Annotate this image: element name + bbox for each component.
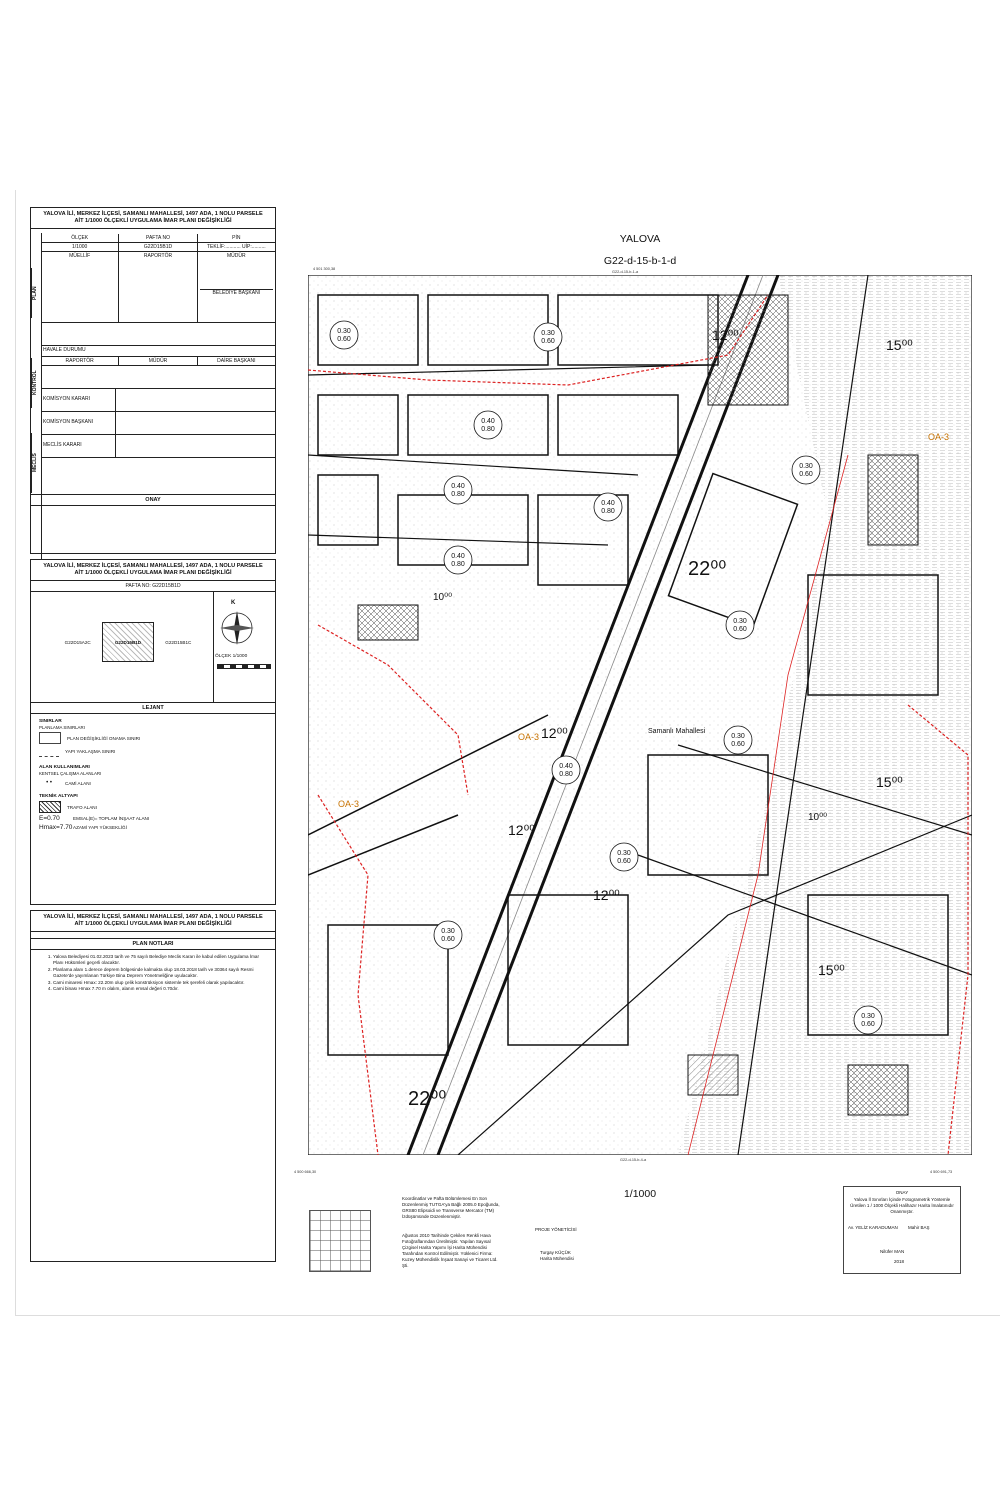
svg-text:0.60: 0.60 [617, 858, 631, 865]
col-muellif: MÜELLİF [41, 252, 119, 322]
svg-text:10⁰⁰: 10⁰⁰ [433, 592, 453, 603]
plan-boundary-swatch [39, 732, 61, 744]
val-pafta: G22D15B1D [119, 243, 197, 251]
svg-text:0.60: 0.60 [731, 741, 745, 748]
svg-text:0.80: 0.80 [601, 508, 615, 515]
svg-text:12⁰⁰: 12⁰⁰ [593, 887, 620, 903]
col-mudur: MÜDÜR [227, 253, 246, 259]
index-heading: YALOVA İLİ, MERKEZ İLÇESİ, SAMANLI MAHALLESİ, 1497 ADA, 1 NOLU PARSELE AİT 1/1000 ÖLÇEKLİ UYGULAMA İMAR PLANI DEĞİŞİKLİĞİ [31, 560, 275, 581]
svg-text:0.80: 0.80 [451, 491, 465, 498]
title-block [30, 207, 276, 554]
side-label-plan: PLAN [31, 268, 42, 318]
legend-alan: ALAN KULLANIMLARI [39, 765, 90, 770]
onay-stamp-box [843, 1186, 961, 1274]
mayor-label: BELEDİYE BAŞKANI [200, 289, 273, 296]
legend-cami: CAMİ ALANI [65, 780, 91, 786]
svg-text:0.30: 0.30 [337, 328, 351, 335]
svg-text:0.40: 0.40 [559, 763, 573, 770]
sheet-index-grid [309, 1210, 371, 1272]
map-coord-tl: 4 501 300,38 [313, 267, 336, 271]
svg-text:0.30: 0.30 [617, 850, 631, 857]
svg-text:12⁰⁰: 12⁰⁰ [508, 822, 535, 838]
onay-label: ONAY [31, 494, 275, 506]
svg-text:0.60: 0.60 [733, 626, 747, 633]
map-city: YALOVA [619, 233, 661, 245]
svg-text:15⁰⁰: 15⁰⁰ [876, 774, 903, 790]
proje-title: Harita Mühendisi [540, 1256, 574, 1261]
map-sheet-code: G22-d-15-b-1-d [603, 255, 677, 267]
index-scale: ÖLÇEK 1/1000 [215, 654, 248, 659]
svg-text:15⁰⁰: 15⁰⁰ [886, 337, 913, 353]
sign-2: Mahir BAŞ [908, 1225, 930, 1230]
map-bottom-adjacent: G22-d-15-b-4-a [620, 1158, 647, 1162]
note-item: 4. Cami binası Hmax 7.70 m olalım, alanın emsal değeri 0.70dır. [53, 986, 265, 992]
map-scale: 1/1000 [623, 1188, 657, 1200]
col-daire-baskani: DAİRE BAŞKANI [217, 358, 256, 364]
val-pin: TEKLİF:........... UİP:.......... [207, 244, 266, 250]
road-label-22: 22⁰⁰ [688, 558, 727, 580]
side-label-kontrol: KONTROL [31, 358, 42, 408]
sign-1: Av. YELİZ KARADUMAN [848, 1225, 898, 1230]
notes-title: PLAN NOTLARI [31, 938, 275, 950]
compass-icon [217, 608, 257, 648]
index-pafta: PAFTA NO: G22D15B1D [31, 581, 275, 592]
legend-block [30, 559, 276, 905]
svg-text:0.30: 0.30 [541, 330, 555, 337]
svg-text:12⁰⁰: 12⁰⁰ [541, 725, 568, 741]
footer-note-1: Koordinatlar ve Pafta Bölümlemesi En Son Düzenlenmiş TUTGA'ya Bağlı 2005.0 Epoğunda, GRS80 Elipsoidi ve Transverse Mercator (TM) İzdüşümünde Düzenlenmiştir. [402, 1196, 500, 1219]
svg-text:0.40: 0.40 [481, 418, 495, 425]
svg-text:0.80: 0.80 [451, 561, 465, 568]
svg-text:0.30: 0.30 [731, 733, 745, 740]
col-pafta: PAFTA NO [119, 234, 197, 242]
scale-bar [217, 664, 271, 669]
legend-kentsel: KENTSEL ÇALIŞMA ALANLARI [39, 771, 102, 776]
komisyon-karari: KOMİSYON KARARI [41, 389, 116, 411]
komisyon-baskani: KOMİSYON BAŞKANI [41, 412, 116, 434]
sheet-east: G22D15B1C [165, 639, 192, 645]
legend-title: LEJANT [31, 703, 275, 714]
sign-3: Nilüfer MAN [880, 1249, 905, 1254]
title-block-heading: YALOVA İLİ, MERKEZ İLÇESİ, SAMANLI MAHALLESİ, 1497 ADA, 1 NOLU PARSELE AİT 1/1000 ÖLÇEKLİ UYGULAMA İMAR PLANI DEĞİŞİKLİĞİ [31, 208, 275, 229]
col-mudur-2: MÜDÜR [119, 357, 197, 365]
map-coord-bl: 4 500 666,30 [294, 1170, 317, 1174]
proje-name: Turgay KÜÇÜK [540, 1250, 571, 1255]
meclis-karari: MECLİS KARARI [41, 435, 116, 457]
svg-text:0.60: 0.60 [799, 471, 813, 478]
havale-label: HAVALE DURUMU [43, 347, 86, 353]
legend-hmax: AZAMİ YAPI YÜKSEKLİĞİ [73, 825, 127, 830]
legend-sinirlar: SINIRLAR [39, 719, 62, 724]
legend-emsal: EMSAL(E)= TOPLAM İNŞAAT ALANI [73, 816, 150, 821]
svg-text:OA-3: OA-3 [338, 799, 360, 809]
col-pin: PİN [232, 235, 241, 241]
emsal-code: E=0.70 [39, 815, 60, 822]
sign-year: 2018 [894, 1259, 905, 1264]
svg-text:0.80: 0.80 [481, 426, 495, 433]
onay-stamp-text: Yalova İl Sınırları İçinde Fotogrametrik Yöntemle Üretilen 1 / 1000 Ölçekli Halihazır Harita İmalatınıdır Onanmıştır. [850, 1197, 954, 1214]
side-label-meclis: MECLİS [31, 433, 42, 493]
legend-teknik: TEKNİK ALTYAPI [39, 794, 78, 799]
legend-plan-boundary: PLAN DEĞİŞİKLİĞİ ONAMA SINIRI [67, 735, 141, 741]
proje-label: PROJE YÖNETİCİSİ [535, 1227, 577, 1232]
svg-text:0.40: 0.40 [451, 483, 465, 490]
svg-text:0.60: 0.60 [861, 1021, 875, 1028]
svg-text:10⁰⁰: 10⁰⁰ [808, 812, 828, 823]
svg-text:Samanlı Mahallesi: Samanlı Mahallesi [648, 728, 706, 735]
footer-note-2: Ağustos 2010 Tarihinde Çekilen Renkli Hava Fotoğraflarından Üretilmiştir. Yapılan Sayısal Çizgisel Harita Yapımı İşi Harita Mühendisi Tarafından Kontrol Edilmiştir. Yüklenici Firma: Kuzey Mühendislik İnşaat Sanayi ve Ticaret Ltd. Şti. [402, 1233, 498, 1268]
zoning-map [308, 275, 972, 1155]
legend-yapi-yaklasma: YAPI YAKLAŞMA SINIRI [65, 749, 116, 754]
svg-text:0.60: 0.60 [441, 936, 455, 943]
trafo-swatch [39, 801, 61, 813]
svg-text:12⁰⁰: 12⁰⁰ [712, 327, 739, 343]
map-top-adjacent: G22-d-15-b-1-a [612, 270, 639, 274]
legend-planlama: PLANLAMA SINIRLARI [39, 725, 85, 730]
legend-trafo: TRAFO ALANI [67, 804, 97, 810]
cami-swatch: • • [46, 780, 52, 786]
hmax-code: Hmax=7.70 [39, 824, 73, 831]
svg-text:0.40: 0.40 [601, 500, 615, 507]
col-olcek: ÖLÇEK [41, 234, 119, 242]
svg-text:0.30: 0.30 [861, 1013, 875, 1020]
onay-stamp-title: ONAY [895, 1190, 909, 1195]
note-item: 1. Yalova Belediyesi 01.02.2023 tarih ve 75 sayılı Belediye Meclis Kararı ile kabul edilen Uygulama İmar Planı Hükümleri geçerli olacaktır. [53, 954, 265, 967]
map-coord-br: 4 500 691,73 [930, 1170, 953, 1174]
notes-block [30, 910, 276, 1262]
svg-text:0.40: 0.40 [451, 553, 465, 560]
sheet-current: G22D15B1D [102, 622, 153, 662]
yapi-swatch [39, 746, 59, 757]
svg-text:0.60: 0.60 [337, 336, 351, 343]
sheet-west: G22D15A2C [64, 639, 91, 645]
svg-text:0.60: 0.60 [541, 338, 555, 345]
svg-text:0.80: 0.80 [559, 771, 573, 778]
note-item: 2. Planlama alanı 1.derece deprem bölgesinde kalmakta olup 18.03.2018 tarih ve 30364 sayılı Resmi Gazete'de yayımlanan Türkiye Bina Deprem Yönetmeliğine uyulacaktır. [53, 967, 265, 980]
val-olcek: 1/1000 [41, 243, 119, 251]
svg-text:OA-3: OA-3 [518, 732, 540, 742]
road-label-22b: 22⁰⁰ [408, 1088, 447, 1110]
north-label: K [231, 600, 236, 606]
svg-text:0.30: 0.30 [799, 463, 813, 470]
note-item: 3. Cami minaresi Hmax: 22.20m olup çelik konstrüksiyon sistemle tek şerefeli olarak yapılacaktır. [53, 980, 265, 986]
svg-text:15⁰⁰: 15⁰⁰ [818, 962, 845, 978]
col-raportor: RAPORTÖR [119, 252, 197, 322]
col-raportor-2: RAPORTÖR [41, 357, 119, 365]
svg-text:0.30: 0.30 [441, 928, 455, 935]
notes-heading: YALOVA İLİ, MERKEZ İLÇESİ, SAMANLI MAHALLESİ, 1497 ADA, 1 NOLU PARSELE AİT 1/1000 ÖLÇEKLİ UYGULAMA İMAR PLANI DEĞİŞİKLİĞİ [31, 911, 275, 932]
svg-text:OA-3: OA-3 [928, 432, 950, 442]
svg-text:0.30: 0.30 [733, 618, 747, 625]
